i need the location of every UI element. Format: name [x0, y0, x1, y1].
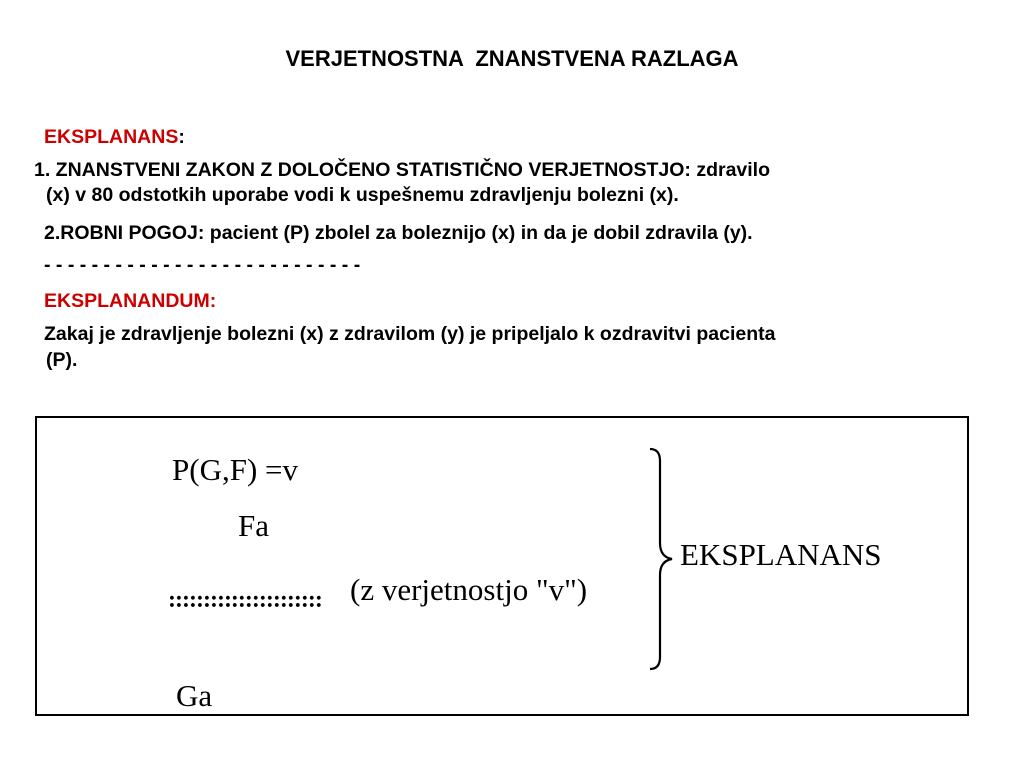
- scheme-conclusion: Ga: [176, 678, 213, 713]
- scheme-premise: Fa: [238, 508, 269, 543]
- explanans-heading: EKSPLANANS: [44, 126, 179, 148]
- right-brace-icon: [648, 447, 674, 671]
- condition-line: 2.ROBNI POGOJ: pacient (P) zbolel za boleznijo (x) in da je dobil zdravila (y).: [44, 222, 753, 244]
- scheme-brace-label: EKSPLANANS: [680, 537, 882, 572]
- scheme-probability-note: (z verjetnostjo "v"): [350, 572, 588, 607]
- explanandum-line-2: (P).: [46, 349, 78, 371]
- slide-title: VERJETNOSTNA ZNANSTVENA RAZLAGA: [285, 46, 739, 71]
- explanans-heading-line: [44, 125, 185, 149]
- law-line-1: 1. ZNANSTVENI ZAKON Z DOLOČENO STATISTIČNO VERJETNOSTJO: zdravilo: [34, 159, 771, 181]
- explanans-colon: :: [178, 126, 185, 148]
- law-line-2: (x) v 80 odstotkih uporabe vodi k uspešnemu zdravljenju bolezni (x).: [46, 184, 679, 206]
- explanandum-line-1: Zakaj je zdravljenje bolezni (x) z zdravilom (y) je pripeljalo k ozdravitvi pacienta: [44, 323, 776, 345]
- explanandum-heading: EKSPLANANDUM:: [44, 290, 217, 312]
- scheme-dotted-line: ::::::::::::::::::::::: [168, 587, 322, 613]
- scheme-formula: P(G,F) =v: [172, 452, 298, 487]
- separator-line: - - - - - - - - - - - - - - - - - - - - - - - - - - -: [44, 254, 361, 276]
